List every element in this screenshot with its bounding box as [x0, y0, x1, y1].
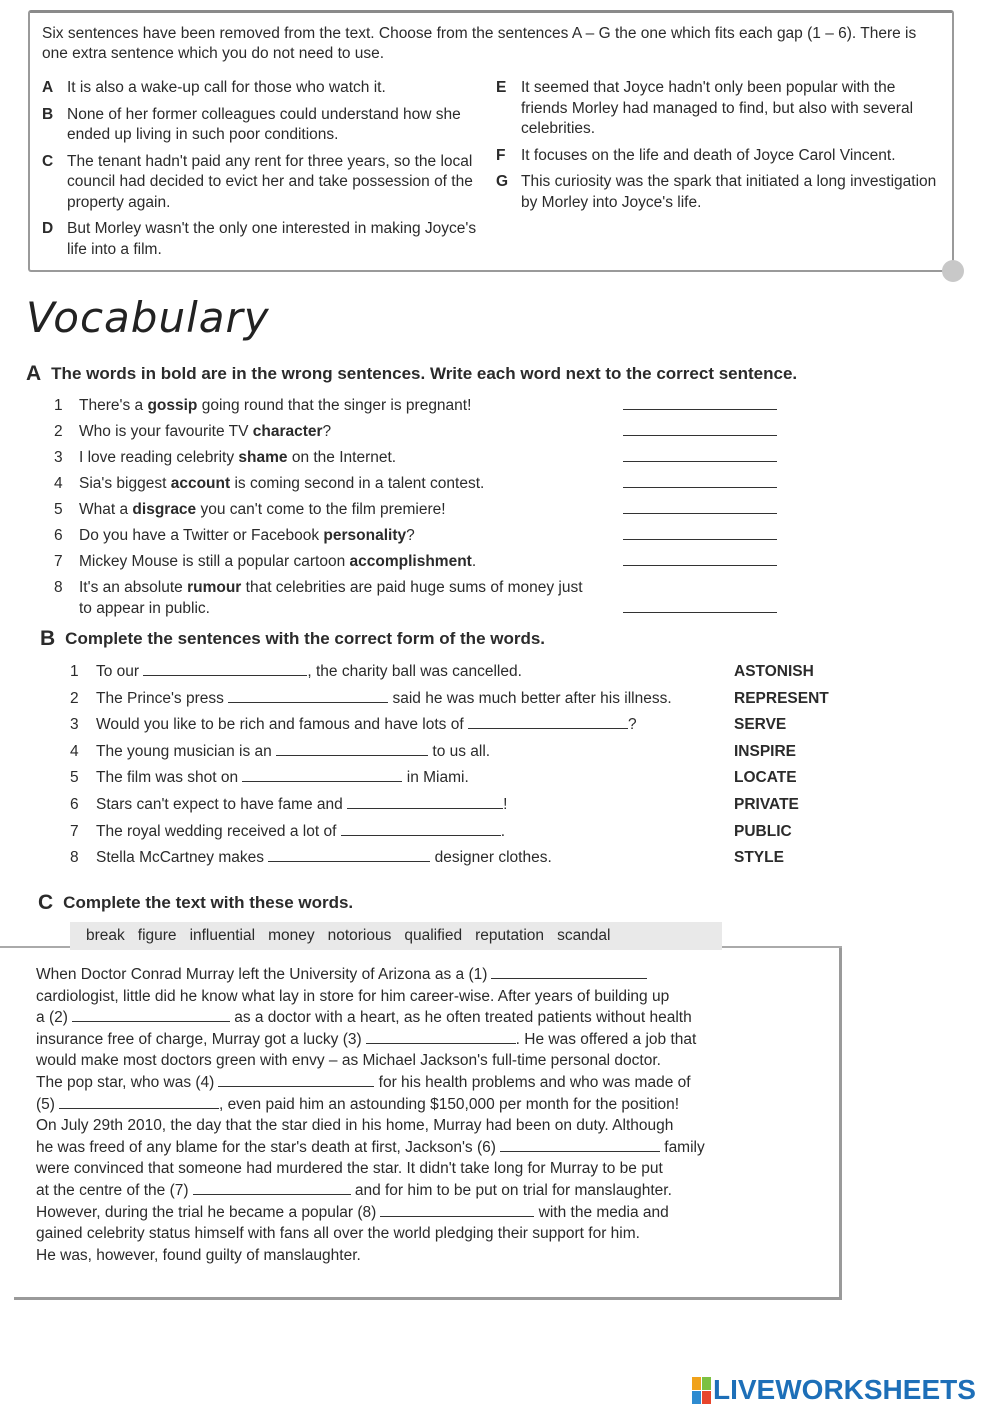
bold-word: account: [170, 475, 231, 492]
gap-blank[interactable]: [72, 1008, 230, 1022]
sentence-part: said he was much better after his illness.: [388, 689, 672, 707]
sentence-part: in Miami.: [402, 769, 469, 787]
item-number: 4: [54, 475, 63, 492]
sentence-part: Sia's biggest: [79, 475, 171, 492]
sentence-text: [96, 767, 734, 794]
passage-line: [36, 1223, 776, 1245]
section-c-heading: C Complete the text with these words.: [38, 891, 354, 914]
gap-blank[interactable]: [218, 1073, 374, 1087]
passage-line: [36, 1094, 776, 1116]
item-number: 8: [54, 579, 63, 596]
sentence-part: Do you have a Twitter or Facebook: [79, 527, 324, 544]
passage-line: [36, 964, 776, 986]
passage-text: for his health problems and who was made of: [374, 1073, 691, 1091]
item-number: 3: [54, 449, 63, 466]
sentence-text: [96, 714, 734, 741]
sentence-part: What a: [79, 501, 133, 518]
passage-text: were convinced that someone had murdered the star. It didn't take long for Murray to be put: [36, 1160, 663, 1178]
sentence-part: I love reading celebrity: [79, 449, 239, 466]
sentence-text: [79, 551, 599, 577]
passage-line: [36, 1245, 776, 1267]
sentence-part: is coming second in a talent contest.: [230, 475, 485, 492]
passage-text: as a doctor with a heart, as he often treated patients without health: [229, 1009, 692, 1027]
gap-blank[interactable]: [366, 1030, 516, 1044]
answer-blank[interactable]: [347, 795, 503, 809]
sentence-part: ?: [406, 527, 415, 544]
table-row: [70, 847, 870, 874]
table-row: [54, 525, 794, 551]
bold-word: rumour: [187, 579, 242, 596]
cloze-passage: [36, 964, 776, 1266]
answer-blank[interactable]: [276, 742, 428, 756]
section-b-list: [70, 661, 870, 874]
sentence-text: [79, 577, 599, 623]
section-a-heading: A The words in bold are in the wrong sentences. Write each word next to the correct sentence.: [26, 362, 798, 385]
table-row: [54, 577, 794, 623]
passage-text: he was freed of any blame for the star's death at first, Jackson's: [36, 1138, 477, 1156]
word-bank-item: money: [268, 927, 315, 944]
item-number: 6: [54, 527, 63, 544]
sentence-text: [96, 661, 734, 688]
passage-text: . He was offered a job that: [515, 1030, 697, 1048]
passage-line: [36, 1029, 776, 1051]
base-word: PUBLIC: [734, 822, 792, 840]
table-row: [70, 741, 870, 768]
brand-logo: LIVEWORKSHEETS: [692, 1374, 976, 1406]
gap-number: (2): [48, 1009, 68, 1027]
base-word: INSPIRE: [734, 742, 797, 760]
item-number: 1: [70, 663, 79, 680]
passage-line: [36, 1158, 776, 1180]
answer-line[interactable]: [623, 473, 777, 488]
section-b-heading: B Complete the sentences with the correct form of the words.: [40, 627, 546, 650]
sentence-part: ?: [627, 716, 637, 734]
passage-text: insurance free of charge, Murray got a lucky: [36, 1030, 343, 1048]
gap-blank[interactable]: [193, 1181, 351, 1195]
gap-blank[interactable]: [380, 1203, 534, 1217]
base-word: SERVE: [734, 716, 787, 734]
base-word: LOCATE: [734, 769, 797, 787]
word-bank-item: figure: [137, 927, 177, 944]
sentence-text: [79, 447, 599, 473]
box-corner-decoration: [942, 260, 964, 282]
passage-text: gained celebrity status himself with fans all over the world pledging their support for him.: [36, 1225, 640, 1243]
gap-number: (7): [169, 1181, 189, 1199]
option-item: C The tenant hadn't paid any rent for three years, so the local council had decided to evict her and take possession of the property again.: [42, 152, 473, 211]
passage-text: When Doctor Conrad Murray left the University of Arizona as a: [36, 966, 469, 983]
sentence-part: .: [471, 553, 477, 570]
sentence-text: [79, 499, 599, 525]
item-number: 7: [70, 822, 79, 840]
passage-line: [36, 1115, 776, 1137]
table-row: [54, 473, 794, 499]
sentence-part: , the charity ball was cancelled.: [307, 663, 522, 680]
gap-number: (3): [342, 1030, 362, 1048]
table-row: [70, 821, 870, 848]
sentence-part: Mickey Mouse is still a popular cartoon: [79, 553, 350, 570]
sentence-text: [79, 395, 599, 421]
options-right-column: [496, 78, 946, 219]
sentence-part: going round that the singer is pregnant!: [197, 397, 472, 414]
passage-line: [36, 1202, 776, 1224]
word-bank: [70, 922, 722, 950]
sentence-part: to us all.: [428, 742, 491, 760]
sentence-part: Who is your favourite TV: [79, 423, 253, 440]
item-number: 7: [54, 553, 63, 570]
answer-blank[interactable]: [228, 689, 388, 703]
option-item: G This curiosity was the spark that initiated a long investigation by Morley into Joyce's life.: [496, 173, 937, 211]
sentence-text: [96, 688, 734, 715]
sentence-part: Would you like to be rich and famous and have lots of: [96, 716, 468, 734]
table-row: [54, 551, 794, 577]
table-row: [70, 767, 870, 794]
gap-blank[interactable]: [491, 965, 647, 979]
gapped-text-instructions: Six sentences have been removed from the text. Choose from the sentences A – G the one which fits each gap (1 – 6). There is one extra sentence which you do not need to use.: [42, 25, 917, 62]
table-row: [70, 794, 870, 821]
sentence-part: The film was shot on: [96, 769, 243, 787]
item-number: 8: [70, 849, 79, 867]
word-bank-item: influential: [189, 927, 256, 944]
sentence-part: The young musician is an: [96, 742, 277, 760]
passage-text: However, during the trial he became a popular: [36, 1203, 358, 1221]
sentence-text: [96, 741, 734, 768]
sentence-part: It's an absolute: [79, 579, 188, 596]
gap-number: (6): [477, 1138, 496, 1156]
answer-line[interactable]: [623, 447, 777, 462]
gap-number: (5): [36, 1095, 55, 1113]
table-row: [54, 447, 794, 473]
gap-number: (4): [195, 1073, 215, 1091]
bold-word: personality: [323, 527, 407, 544]
option-item: F It focuses on the life and death of Joyce Carol Vincent.: [496, 146, 896, 164]
option-item: A It is also a wake-up call for those who watch it.: [42, 79, 386, 96]
bold-word: gossip: [147, 397, 198, 414]
sentence-part: on the Internet.: [287, 449, 397, 466]
passage-text: a: [36, 1009, 49, 1027]
sentence-part: To our: [96, 663, 144, 680]
item-number: 5: [70, 769, 79, 787]
item-number: 3: [70, 716, 79, 734]
sentence-text: [79, 473, 599, 499]
sentence-part: The Prince's press: [96, 689, 229, 707]
answer-blank[interactable]: [341, 822, 501, 836]
sentence-part: designer clothes.: [430, 849, 552, 867]
word-bank-item: notorious: [327, 927, 392, 944]
base-word: PRIVATE: [734, 795, 799, 813]
sentence-part: Stars can't expect to have fame and: [96, 795, 348, 813]
item-number: 5: [54, 501, 63, 518]
table-row: [54, 499, 794, 525]
passage-text: would make most doctors green with envy – as Michael Jackson's full-time personal doctor.: [36, 1052, 661, 1070]
passage-line: [36, 1072, 776, 1094]
answer-blank[interactable]: [242, 768, 402, 782]
gap-blank[interactable]: [59, 1095, 219, 1109]
passage-text: The pop star, who was: [36, 1073, 196, 1091]
sentence-part: There's a: [79, 397, 148, 414]
sentence-part: ?: [322, 423, 332, 440]
table-row: [70, 661, 870, 688]
sentence-part: that celebrities are paid huge sums of money just to appear in public.: [79, 579, 583, 617]
passage-text: family: [659, 1138, 705, 1156]
gap-blank[interactable]: [500, 1138, 660, 1152]
passage-text: He was, however, found guilty of manslaughter.: [36, 1246, 361, 1264]
option-item: B None of her former colleagues could understand how she ended up living in such poor conditions.: [42, 105, 461, 143]
item-number: 6: [70, 795, 79, 813]
answer-line[interactable]: [623, 395, 777, 410]
passage-line: [36, 1050, 776, 1072]
answer-blank[interactable]: [468, 715, 628, 729]
item-number: 2: [54, 423, 63, 440]
passage-line: [36, 986, 776, 1008]
word-bank-item: break: [86, 927, 125, 944]
options-left-column: [42, 78, 482, 266]
word-bank-item: qualified: [404, 927, 463, 944]
passage-text: with the media and: [534, 1203, 669, 1221]
table-row: [54, 421, 794, 447]
sentence-part: .: [500, 822, 506, 840]
word-bank-item: reputation: [475, 927, 545, 944]
table-row: [54, 395, 794, 421]
passage-text: On July 29th 2010, the day that the star died in his home, Murray had been on duty. Although: [36, 1117, 674, 1135]
gap-number: (8): [357, 1203, 377, 1221]
option-item: E It seemed that Joyce hadn't only been popular with the friends Morley had managed to find, but also with several celebrities.: [496, 79, 914, 137]
answer-line[interactable]: [623, 525, 777, 540]
passage-line: [36, 1007, 776, 1029]
answer-line[interactable]: [623, 551, 777, 566]
base-word: REPRESENT: [734, 689, 829, 707]
vocabulary-title: Vocabulary: [26, 293, 270, 342]
answer-line[interactable]: [623, 499, 777, 514]
sentence-part: you can't come to the film premiere!: [196, 501, 446, 518]
sentence-part: The royal wedding received a lot of: [96, 822, 341, 840]
passage-line: [36, 1180, 776, 1202]
sentence-text: [79, 421, 599, 447]
gap-number: (1): [468, 966, 488, 983]
table-row: [70, 714, 870, 741]
passage-text: cardiologist, little did he know what lay in store for him career-wise. After years of building up: [36, 987, 670, 1005]
sentence-text: [96, 847, 734, 874]
item-number: 4: [70, 742, 79, 760]
passage-text: and for him to be put on trial for manslaughter.: [350, 1181, 672, 1199]
option-item: D But Morley wasn't the only one interested in making Joyce's life into a film.: [42, 220, 477, 258]
table-row: [70, 688, 870, 715]
passage-text: at the centre of the: [36, 1181, 170, 1199]
bold-word: shame: [238, 449, 288, 466]
liveworksheets-logo-icon: [692, 1377, 710, 1403]
word-bank-item: scandal: [557, 927, 611, 944]
bold-word: accomplishment: [349, 553, 472, 570]
answer-blank[interactable]: [143, 662, 307, 676]
base-word: ASTONISH: [734, 663, 814, 680]
sentence-text: [79, 525, 599, 551]
answer-line[interactable]: [623, 577, 777, 613]
base-word: STYLE: [734, 849, 784, 867]
sentence-part: Stella McCartney makes: [96, 849, 269, 867]
answer-blank[interactable]: [268, 848, 430, 862]
bold-word: character: [252, 423, 323, 440]
item-number: 1: [54, 397, 63, 414]
answer-line[interactable]: [623, 421, 777, 436]
section-a-list: [54, 395, 794, 623]
passage-text: , even paid him an astounding $150,000 per month for the position!: [218, 1095, 680, 1113]
sentence-text: [96, 821, 734, 848]
item-number: 2: [70, 689, 79, 707]
passage-line: [36, 1137, 776, 1159]
sentence-text: [96, 794, 734, 821]
sentence-part: !: [503, 795, 508, 813]
bold-word: disgrace: [132, 501, 197, 518]
